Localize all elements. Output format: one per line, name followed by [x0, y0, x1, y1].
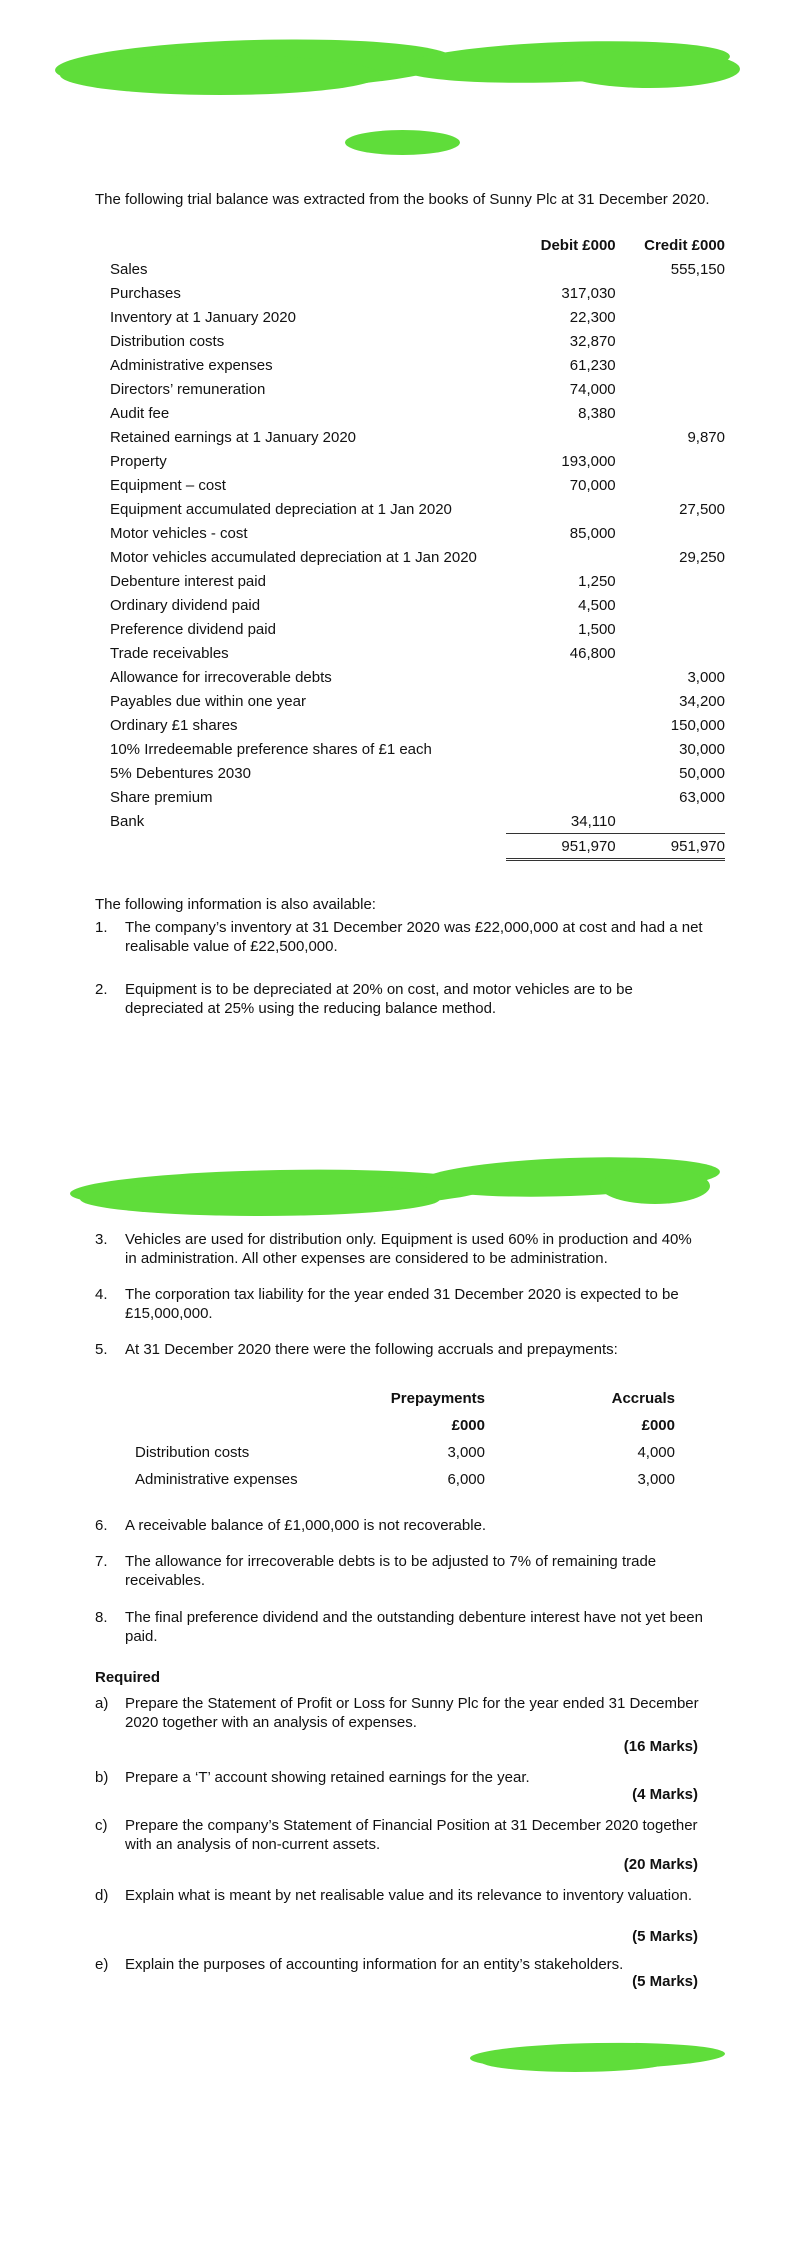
note-number: 3. — [95, 1231, 108, 1248]
note-2 — [95, 980, 705, 1018]
required-text: Prepare a ‘T’ account showing retained earnings for the year. — [125, 1769, 530, 1786]
prepayments-unit: £000 — [451, 1417, 485, 1434]
table-row: 5% Debentures 2030 50,000 — [110, 764, 725, 782]
required-letter: c) — [95, 1817, 108, 1834]
note-text: The final preference dividend and the outstanding debenture interest have not yet been paid. — [125, 1609, 703, 1645]
table-row: Directors’ remuneration 74,000 — [110, 380, 616, 398]
required-item-b — [95, 1768, 705, 1787]
required-letter: e) — [95, 1956, 109, 1973]
table-row: Purchases 317,030 — [110, 284, 616, 302]
table-row: Property 193,000 — [110, 452, 616, 470]
required-letter: b) — [95, 1769, 109, 1786]
required-text: Prepare the company’s Statement of Financial Position at 31 December 2020 together with an analysis of non-current assets. — [125, 1817, 698, 1853]
totals-row — [105, 834, 725, 860]
trial-balance-table — [105, 233, 725, 861]
note-text: Equipment is to be depreciated at 20% on cost, and motor vehicles are to be depreciated at 25% using the reducing balance method. — [125, 981, 633, 1017]
table-row: Trade receivables 46,800 — [110, 644, 616, 662]
note-number: 6. — [95, 1517, 108, 1534]
note-number: 5. — [95, 1341, 108, 1358]
required-heading: Required — [95, 1669, 161, 1686]
table-row: Distribution costs 32,870 — [110, 332, 616, 350]
total-debit: 951,970 — [506, 834, 615, 860]
table-row: Equipment accumulated depreciation at 1 Jan 2020 27,500 — [110, 500, 725, 518]
required-text: Prepare the Statement of Profit or Loss for Sunny Plc for the year ended 31 December 2020 together with an analysis of expenses. — [125, 1695, 699, 1731]
note-number: 8. — [95, 1609, 108, 1626]
table-row: Retained earnings at 1 January 2020 9,870 — [110, 428, 725, 446]
accruals-unit-row — [135, 1412, 675, 1439]
note-number: 4. — [95, 1286, 108, 1303]
accruals-prepayments-table — [135, 1385, 675, 1493]
note-text: The corporation tax liability for the year ended 31 December 2020 is expected to be £15,000,000. — [125, 1286, 679, 1322]
note-number: 1. — [95, 919, 108, 936]
note-text: At 31 December 2020 there were the following accruals and prepayments: — [125, 1341, 618, 1358]
accruals-header: Accruals — [611, 1390, 675, 1407]
table-row: Audit fee 8,380 — [110, 404, 616, 422]
required-marks-d: (5 Marks) — [632, 1928, 698, 1945]
table-row: Equipment – cost 70,000 — [110, 476, 616, 494]
required-letter: a) — [95, 1695, 109, 1712]
note-text: A receivable balance of £1,000,000 is not recoverable. — [125, 1517, 487, 1534]
note-1 — [95, 918, 705, 956]
note-8 — [95, 1608, 705, 1646]
required-item-a — [95, 1694, 705, 1732]
note-number: 7. — [95, 1553, 108, 1570]
table-row: Ordinary dividend paid 4,500 — [110, 596, 616, 614]
note-number: 2. — [95, 981, 108, 998]
note-text: The allowance for irrecoverable debts is to be adjusted to 7% of remaining trade receivables. — [125, 1553, 657, 1589]
required-marks-a: (16 Marks) — [623, 1738, 698, 1755]
table-row: Debenture interest paid 1,250 — [110, 572, 616, 590]
note-7 — [95, 1552, 705, 1590]
table-row: Distribution costs 3,000 4,000 — [135, 1444, 675, 1461]
note-3 — [95, 1230, 705, 1268]
table-row: Allowance for irrecoverable debts 3,000 — [110, 668, 725, 686]
note-6 — [95, 1516, 705, 1535]
table-row: Payables due within one year 34,200 — [110, 692, 725, 710]
table-row: Administrative expenses 61,230 — [110, 356, 616, 374]
required-text: Explain the purposes of accounting information for an entity’s stakeholders. — [125, 1956, 624, 1973]
required-marks-e: (5 Marks) — [632, 1973, 698, 1990]
table-row: 10% Irredeemable preference shares of £1 each 30,000 — [110, 740, 725, 758]
trial-balance-rows — [105, 257, 725, 860]
table-row: Share premium 63,000 — [110, 788, 725, 806]
table-row: Bank 34,110 — [110, 812, 616, 830]
trial-balance-header-row — [105, 233, 725, 257]
required-letter: d) — [95, 1887, 109, 1904]
accruals-unit: £000 — [641, 1417, 675, 1434]
redacted-subheader — [345, 130, 460, 155]
required-item-e — [95, 1955, 705, 1974]
note-5 — [95, 1340, 705, 1359]
credit-header: Credit £000 — [644, 236, 725, 254]
required-item-d — [95, 1886, 705, 1905]
required-item-c — [95, 1816, 705, 1854]
table-row: Preference dividend paid 1,500 — [110, 620, 616, 638]
required-marks-b: (4 Marks) — [632, 1786, 698, 1803]
info-heading: The following information is also available: — [95, 896, 376, 913]
table-row: Administrative expenses 6,000 3,000 — [135, 1471, 675, 1488]
intro-text: The following trial balance was extracted from the books of Sunny Plc at 31 December 2020. — [95, 191, 710, 208]
prepayments-header: Prepayments — [390, 1390, 485, 1407]
note-text: The company’s inventory at 31 December 2020 was £22,000,000 at cost and had a net realisable value of £22,500,000. — [125, 919, 703, 955]
table-row: Motor vehicles - cost 85,000 — [110, 524, 616, 542]
table-row: Inventory at 1 January 2020 22,300 — [110, 308, 616, 326]
total-credit: 951,970 — [616, 834, 725, 860]
note-4 — [95, 1285, 705, 1323]
table-row: Ordinary £1 shares 150,000 — [110, 716, 725, 734]
debit-header: Debit £000 — [540, 236, 616, 254]
required-text: Explain what is meant by net realisable value and its relevance to inventory valuation. — [125, 1887, 692, 1904]
table-row: Sales 555,150 — [110, 260, 725, 278]
note-text: Vehicles are used for distribution only. Equipment is used 60% in production and 40% in administration. All other expenses are considered to be administration. — [125, 1231, 692, 1267]
accruals-header-row — [135, 1385, 675, 1412]
required-marks-c: (20 Marks) — [623, 1856, 698, 1873]
table-row: Motor vehicles accumulated depreciation at 1 Jan 2020 29,250 — [110, 548, 725, 566]
